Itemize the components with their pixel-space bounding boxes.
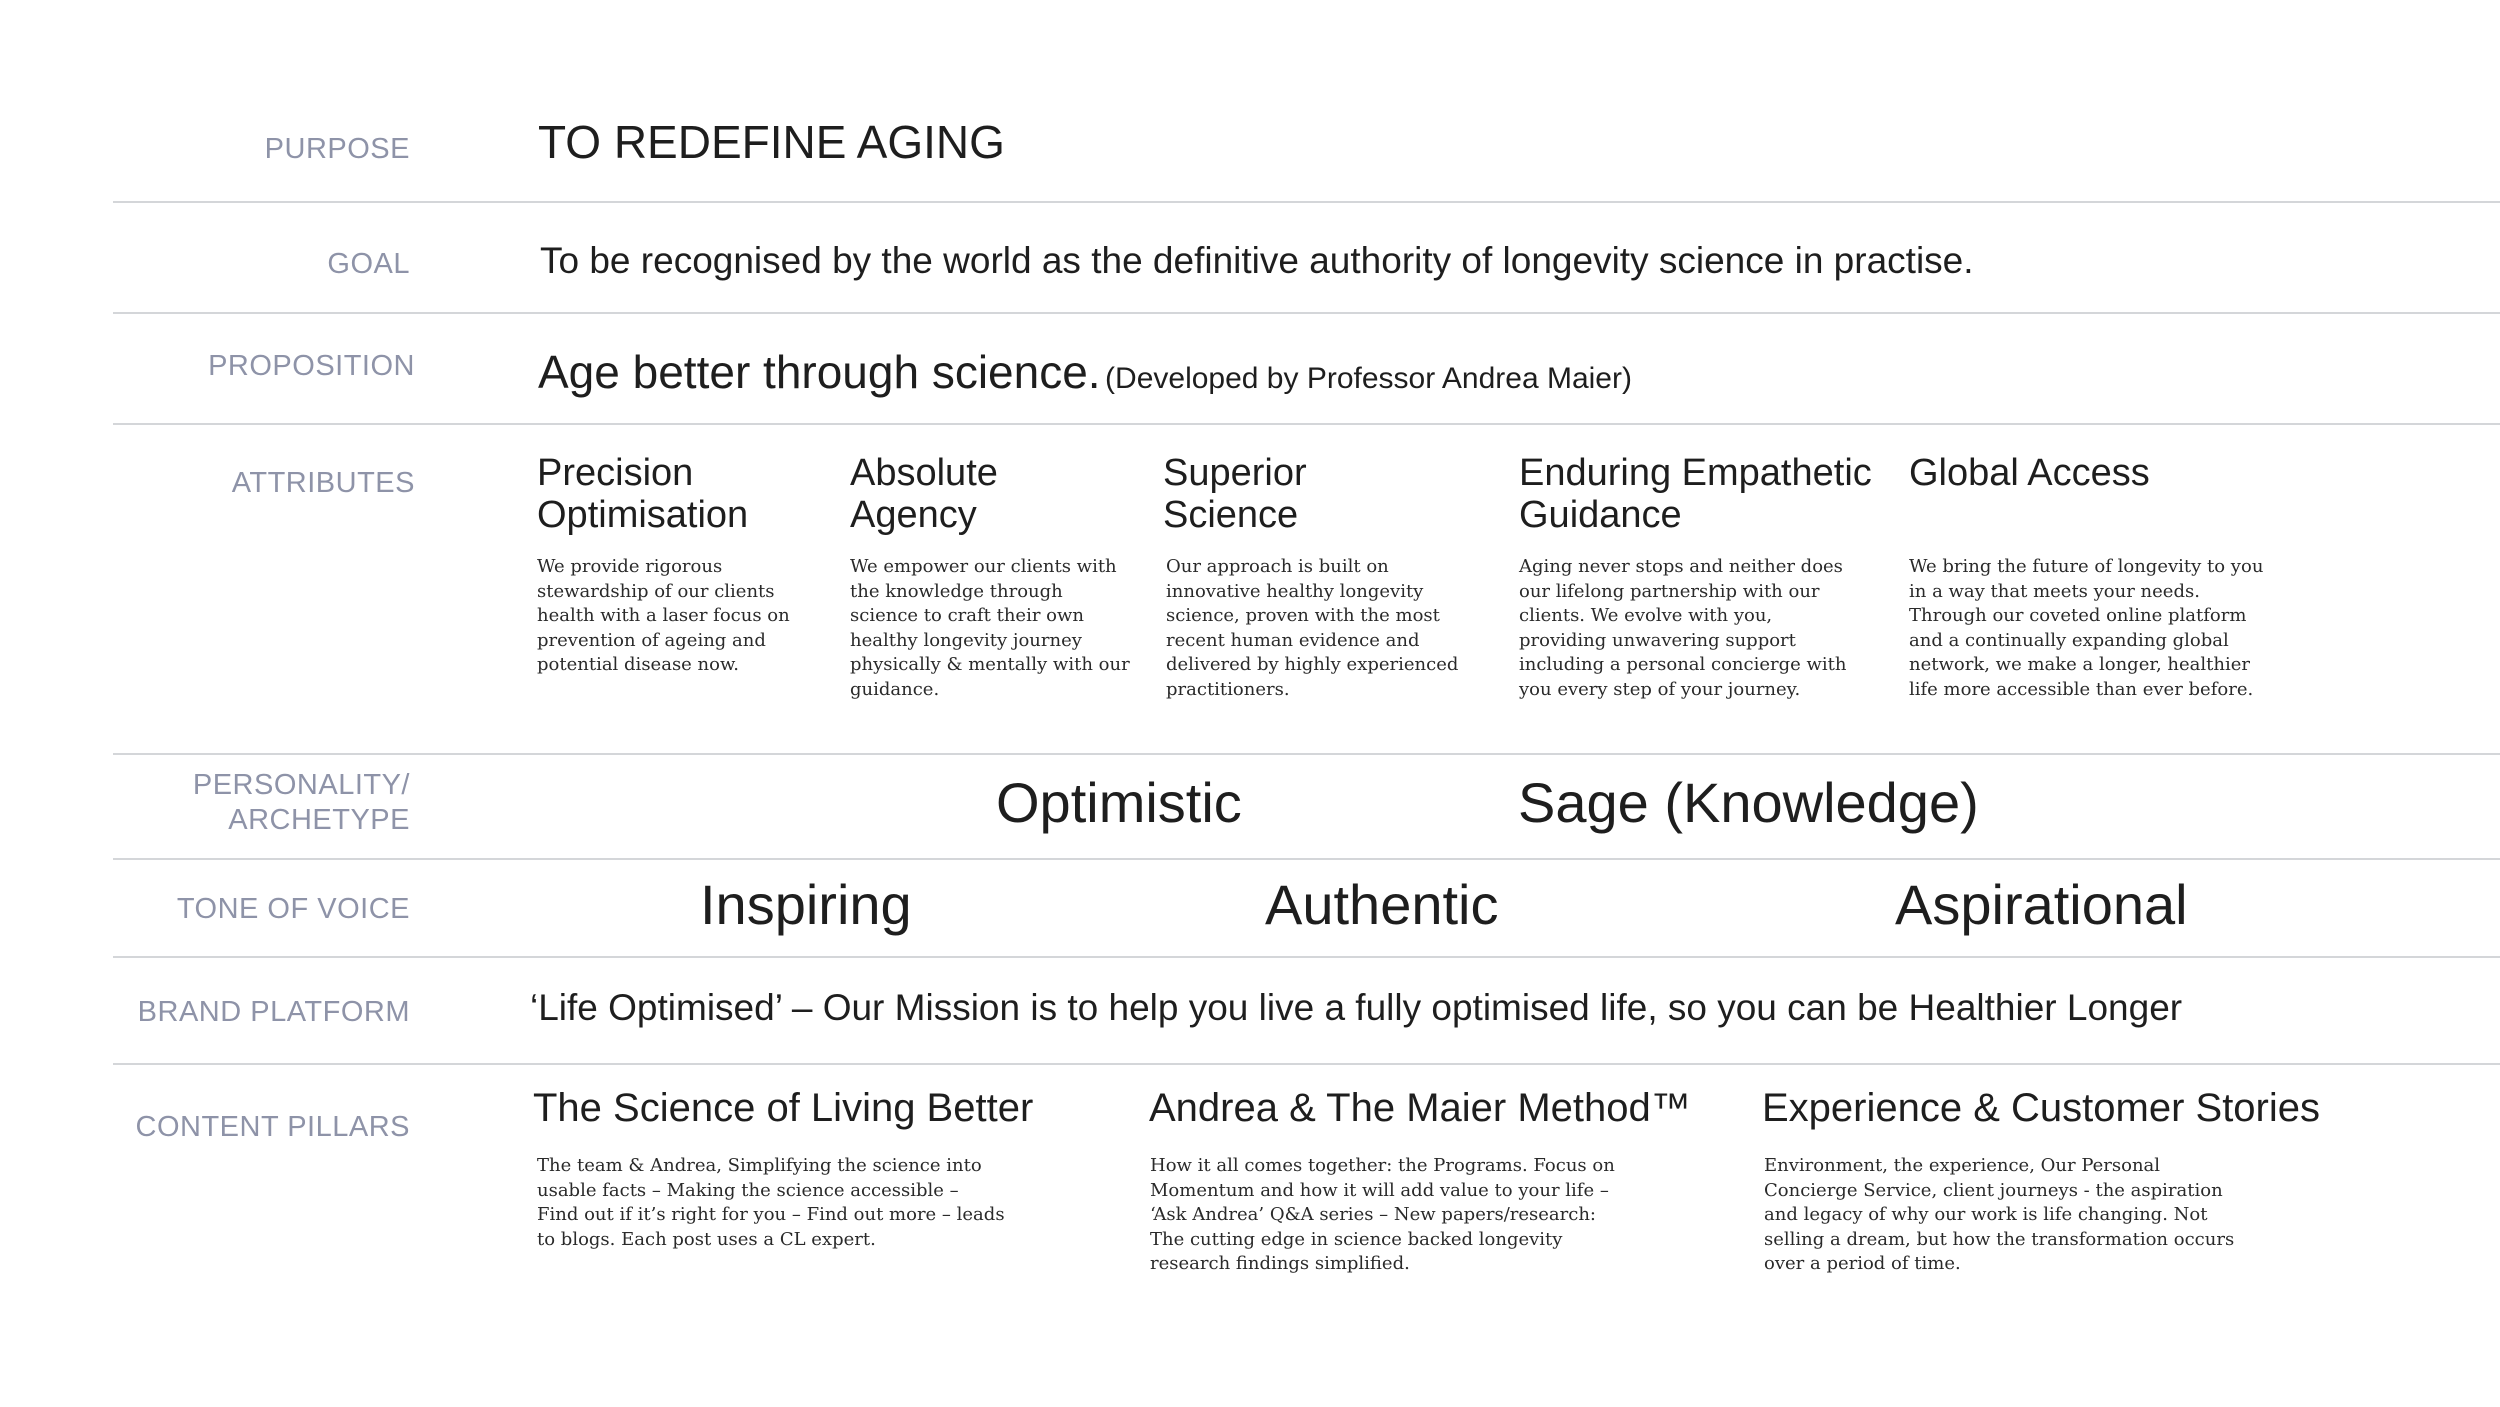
pillar-body-line: usable facts – Making the science accessible – xyxy=(537,1179,959,1201)
tone-authentic: Authentic xyxy=(1265,873,1499,936)
pillar-body-line: ‘Ask Andrea’ Q&A series – New papers/research: xyxy=(1150,1204,1596,1225)
divider xyxy=(113,312,2500,314)
attribute-body-line: recent human evidence and xyxy=(1166,629,1420,651)
pillar-body-line: How it all comes together: the Programs. Focus on xyxy=(1150,1155,1615,1176)
proposition-sub: (Developed by Professor Andrea Maier) xyxy=(1105,362,1632,395)
pillar-body-line: Momentum and how it will add value to your life – xyxy=(1150,1179,1609,1201)
attribute-body-line: life more accessible than ever before. xyxy=(1909,678,2254,700)
pillar-title: Experience & Customer Stories xyxy=(1762,1086,2321,1130)
tone-aspirational: Aspirational xyxy=(1895,873,2188,936)
divider xyxy=(113,858,2500,860)
pillar-body-line: Concierge Service, client journeys - the aspiration xyxy=(1764,1179,2223,1201)
tone-inspiring: Inspiring xyxy=(700,873,912,936)
attribute-body-line: healthy longevity journey xyxy=(850,629,1082,651)
pillar-body-line: research findings simplified. xyxy=(1150,1253,1410,1274)
pillar-body-line: over a period of time. xyxy=(1764,1253,1961,1274)
attribute-body-line: the knowledge through xyxy=(850,580,1063,602)
divider xyxy=(113,201,2500,203)
attribute-title: Absolute xyxy=(850,452,998,494)
attribute-body-line: providing unwavering support xyxy=(1519,629,1796,651)
attribute-title: Guidance xyxy=(1519,494,1682,536)
attribute-body-line: physically & mentally with our xyxy=(850,654,1130,675)
pillar-title: The Science of Living Better xyxy=(533,1086,1034,1130)
pillar-body-line: The team & Andrea, Simplifying the science into xyxy=(537,1155,982,1176)
attribute-body-line: in a way that meets your needs. xyxy=(1909,580,2200,602)
attribute-body-line: network, we make a longer, healthier xyxy=(1909,654,2250,675)
tone-label: TONE OF VOICE xyxy=(176,893,410,925)
personality-label xyxy=(110,768,410,838)
proposition-label: PROPOSITION xyxy=(208,350,415,382)
pillar-body-line: Find out if it’s right for you – Find out more – leads xyxy=(537,1204,1005,1225)
attribute-body-line: Our approach is built on xyxy=(1166,556,1389,577)
attribute-body-line: our lifelong partnership with our xyxy=(1519,580,1820,602)
divider xyxy=(113,753,2500,755)
proposition-main: Age better through science. xyxy=(538,346,1101,398)
content-pillars-label: CONTENT PILLARS xyxy=(135,1111,410,1143)
attribute-body-line: We provide rigorous xyxy=(537,556,723,577)
attribute-body-line: We empower our clients with xyxy=(850,556,1117,577)
pillar-body-line: Environment, the experience, Our Personal xyxy=(1764,1155,2161,1176)
attribute-body-line: We bring the future of longevity to you xyxy=(1909,556,2264,577)
attribute-title: Science xyxy=(1163,494,1299,536)
personality-label-line: PERSONALITY/ xyxy=(192,769,410,801)
attribute-body-line: Through our coveted online platform xyxy=(1909,605,2247,626)
attribute-body-line: practitioners. xyxy=(1166,678,1290,700)
purpose-label: PURPOSE xyxy=(264,133,410,165)
divider xyxy=(113,1063,2500,1065)
attribute-body-line: and a continually expanding global xyxy=(1909,629,2229,651)
pillar-body-line: selling a dream, but how the transformation occurs xyxy=(1764,1228,2235,1250)
pillar-body-line: and legacy of why our work is life changing. Not xyxy=(1764,1204,2208,1225)
pillar-body-line: The cutting edge in science backed longevity xyxy=(1150,1228,1563,1250)
attributes-label: ATTRIBUTES xyxy=(231,467,415,499)
attribute-body-line: science, proven with the most xyxy=(1166,605,1440,626)
proposition-text xyxy=(538,344,1632,407)
attribute-body-line: including a personal concierge with xyxy=(1519,654,1847,675)
attribute-title: Agency xyxy=(850,494,977,536)
brand-platform-label: BRAND PLATFORM xyxy=(137,996,410,1028)
attribute-body-line: stewardship of our clients xyxy=(537,580,775,602)
brand-platform-text: ‘Life Optimised’ – Our Mission is to help you live a fully optimised life, so you can be Healthier Longer xyxy=(530,987,2183,1028)
divider xyxy=(113,956,2500,958)
attribute-body-line: you every step of your journey. xyxy=(1519,678,1801,700)
attribute-body-line: prevention of ageing and xyxy=(537,629,766,651)
attribute-body-line: guidance. xyxy=(850,678,940,700)
pillar-body-line: to blogs. Each post uses a CL expert. xyxy=(537,1228,876,1250)
personality-label-line: ARCHETYPE xyxy=(228,804,410,836)
attribute-body-line: delivered by highly experienced xyxy=(1166,654,1459,675)
divider xyxy=(113,423,2500,425)
goal-text: To be recognised by the world as the definitive authority of longevity science in practise. xyxy=(540,240,1974,281)
attribute-body-line: innovative healthy longevity xyxy=(1166,580,1424,602)
personality-optimistic: Optimistic xyxy=(996,771,1242,834)
attribute-title: Optimisation xyxy=(537,494,749,536)
attribute-body-line: Aging never stops and neither does xyxy=(1519,556,1843,577)
goal-label: GOAL xyxy=(327,248,410,280)
attribute-body-line: health with a laser focus on xyxy=(537,605,790,626)
attribute-body-line: science to craft their own xyxy=(850,605,1084,626)
attribute-title: Global Access xyxy=(1909,452,2150,494)
attribute-body-line: potential disease now. xyxy=(537,654,739,675)
attribute-title: Superior xyxy=(1163,452,1307,494)
attribute-title: Precision xyxy=(537,452,694,494)
attribute-body-line: clients. We evolve with you, xyxy=(1519,605,1773,626)
purpose-text: TO REDEFINE AGING xyxy=(538,116,1005,168)
pillar-title: Andrea & The Maier Method™ xyxy=(1149,1086,1691,1130)
attribute-title: Enduring Empathetic xyxy=(1519,452,1872,494)
personality-sage: Sage (Knowledge) xyxy=(1518,771,1979,834)
